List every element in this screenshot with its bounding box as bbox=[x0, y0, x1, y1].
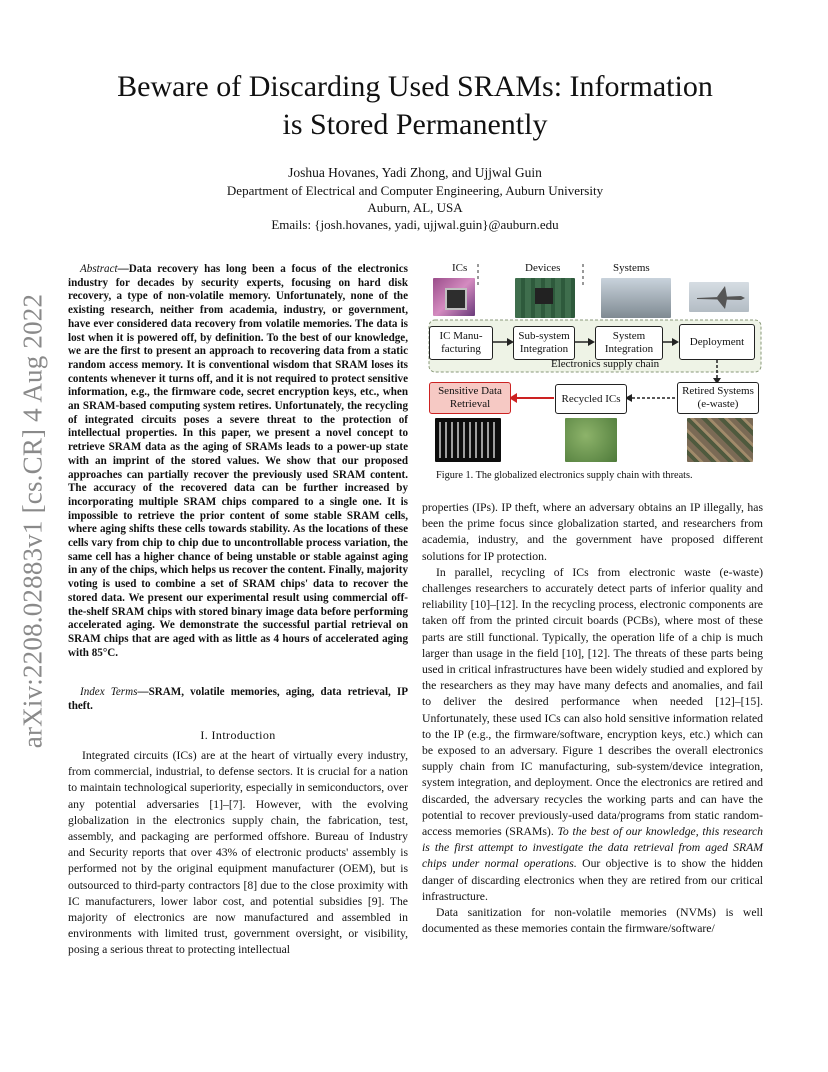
e-waste-photo bbox=[687, 418, 753, 462]
index-terms-label: Index Terms bbox=[80, 686, 138, 698]
figure-1-caption: Figure 1. The globalized electronics supply chain with threats. bbox=[436, 470, 693, 481]
title-line-2: is Stored Permanently bbox=[282, 108, 548, 141]
abstract-text: —Data recovery has long been a focus of the electronics industry for decades by security experts, focusing on hard disk recovery, a type of non-volatile memory. Unfortunately, none of the existing research, neither from academia, industry, or government, have ever considered data recovery from volatile memories. The data is lost when it is powered off, by definition. To the best of our knowledge, we are the first to present an approach to recovering data from a static random access memory. It is conventional wisdom that SRAM loses its contents whenever it turns off, and it is not required to protect sensitive information, e.g., the firmware code, secret encryption keys, etc., when an SRAM-based computing system retires. Unfortunately, the recycling of integrated circuits poses a severe threat to the protection of intellectual properties. In this paper, we present a novel concept to retrieve SRAM data as the aging of SRAMs leads to a power-up state with an imprint of the stored values. We show that our proposed approaches can partially recover the previously used SRAM content. The accuracy of the recovered data can be further increased by incorporating multiple SRAM chips compared to a single one. It is impossible to retrieve the prior content of some stable SRAM cells, where aging shifts these cells towards stability. As the locations of these cells vary from chip to chip due to uncontrollable process variation, the same cell has a higher chance of being unstable or stable against aging in any of the chips, which helps us recover the content. Finally, majority voting is used to combine a set of SRAM chips' data to recover the stored data. We present our experimental result using commercial off-the-shelf SRAM chips with stored binary image data before performing accelerated aging. We demonstrate the successful partial retrieval on SRAM chips that are aged with as little as 4 hours of accelerated aging with 85°C. bbox=[68, 263, 408, 659]
section-heading-introduction: I. Introduction bbox=[200, 728, 276, 742]
header-ics: ICs bbox=[452, 262, 468, 274]
box-ic-line1: IC Manu- bbox=[439, 330, 483, 342]
right-paragraph-2-text: In parallel, recycling of ICs from electronic waste (e-waste) challenges researchers to accurately detect parts of inferior quality and reliability [10]–[12]. In the recycling process, electronic components are taken off from the printed circuit boards (PCBs), where most of these parts are still functional. Typically, the operation life of a chip is much larger than usage in the field [10], [12]. The threats of these parts being used in critical infrastructures have been widely studied and explored by the researchers as they may have many defects and anomalies, and fail to deliver the desired performance when needed [12]–[15]. Unfortunately, these used ICs can also hold sensitive information related to the IP (e.g., the firmware/software, encryption keys, etc.) which can be exposed to an adversary. Figure 1 describes the overall electronics supply chain from IC manufacturing, sub-system/device integration, system integration, and deployment. Once the electronics are retired and discarded, the adversary recycles the working parts and can have the potential to recover previously-used data/programs from static random-access memories (SRAMs). bbox=[422, 565, 763, 839]
server-rack-photo bbox=[601, 278, 671, 318]
box-sys-line2: Integration bbox=[604, 343, 654, 355]
arxiv-id: arXiv:2208.02883v1 [cs.CR] 4 Aug 2022 bbox=[17, 293, 48, 749]
binary-data-photo bbox=[435, 418, 501, 462]
header-devices: Devices bbox=[525, 262, 561, 274]
aircraft-icon bbox=[689, 282, 749, 312]
supply-chain-label: Electronics supply chain bbox=[551, 358, 660, 370]
box-sensitive-data-retrieval bbox=[429, 382, 511, 414]
ic-chip-photo bbox=[433, 278, 475, 316]
abstract-label: Abstract bbox=[80, 263, 118, 275]
box-recycled-ics: Recycled ICs bbox=[555, 384, 627, 414]
right-paragraph-2-italic: To the best of our knowledge, this research is the first attempt to investigate the data retrieval from aged SRAM chips under normal operations. bbox=[422, 825, 763, 871]
box-retired-systems bbox=[677, 382, 759, 414]
box-sub-line1: Sub-system bbox=[518, 330, 570, 342]
recycled-ics-photo bbox=[565, 418, 617, 462]
location: Auburn, AL, USA bbox=[367, 200, 463, 215]
index-terms bbox=[68, 686, 408, 713]
right-paragraph-1: properties (IPs). IP theft, where an adversary obtains an IP illegally, has been the prime focus since globalization started, and researchers from academia, industry, and the government have proposed different solutions for IP protection. bbox=[422, 501, 763, 563]
figure-1 bbox=[425, 256, 765, 471]
intro-paragraph-1: Integrated circuits (ICs) are at the heart of virtually every industry, from commercial, industrial, to defense sectors. It is crucial for a nation to maintain technological superiority, especially in semiconductors, over any potential adversaries [1]–[7]. However, with the evolving globalization in the electronics supply chain, the fabrication, test, assembly, and packaging are performed offshore. Bureau of Industry and Security reports that over 43% of electronic products' assembly is performed not by the original equipment manufacturer (OEM), but is outsourced to third-party contractors [8] due to the close proximity with IC manufacturers, lower labor cost, and potential subsidies [9]. The majority of electronics are now manufactured and assembled in environments with limited trust, government oversight, or visibility, posing a serious threat to protecting intellectual bbox=[68, 749, 408, 957]
box-subsystem-integration bbox=[513, 326, 575, 360]
box-retired-line2: (e-waste) bbox=[697, 398, 739, 410]
right-paragraph-2 bbox=[422, 565, 763, 905]
authors: Joshua Hovanes, Yadi Zhong, and Ujjwal Guin bbox=[288, 165, 542, 180]
box-ic-line2: facturing bbox=[441, 343, 481, 355]
box-sensitive-line1: Sensitive Data bbox=[438, 385, 502, 397]
right-paragraph-2-end: Our objective is to show the hidden danger of discarding electronics when they are retired from our critical infrastructure. bbox=[422, 857, 764, 903]
device-board-photo bbox=[515, 278, 575, 318]
box-sensitive-line2: Retrieval bbox=[449, 398, 491, 410]
box-sub-line2: Integration bbox=[519, 343, 569, 355]
index-terms-text: —SRAM, volatile memories, aging, data retrieval, IP theft. bbox=[68, 686, 409, 712]
intro-column bbox=[68, 748, 408, 959]
aircraft-photo bbox=[689, 282, 749, 312]
arxiv-sidebar-stamp bbox=[14, 286, 52, 756]
right-column-text bbox=[422, 500, 763, 937]
header-systems: Systems bbox=[613, 262, 650, 274]
emails: Emails: {josh.hovanes, yadi, ujjwal.guin}@auburn.edu bbox=[271, 217, 559, 232]
paper-title bbox=[70, 68, 760, 144]
box-ic-manufacturing bbox=[429, 326, 493, 360]
box-deployment: Deployment bbox=[679, 324, 755, 360]
affiliation-block bbox=[70, 182, 760, 233]
affiliation: Department of Electrical and Computer Engineering, Auburn University bbox=[226, 183, 604, 198]
box-retired-line1: Retired Systems bbox=[682, 385, 754, 397]
abstract bbox=[68, 263, 408, 660]
box-sys-line1: System bbox=[612, 330, 646, 342]
box-system-integration bbox=[595, 326, 663, 360]
right-paragraph-3: Data sanitization for non-volatile memories (NVMs) is well documented as these memories contain the firmware/software/ bbox=[422, 906, 763, 936]
title-line-1: Beware of Discarding Used SRAMs: Information bbox=[117, 70, 713, 103]
